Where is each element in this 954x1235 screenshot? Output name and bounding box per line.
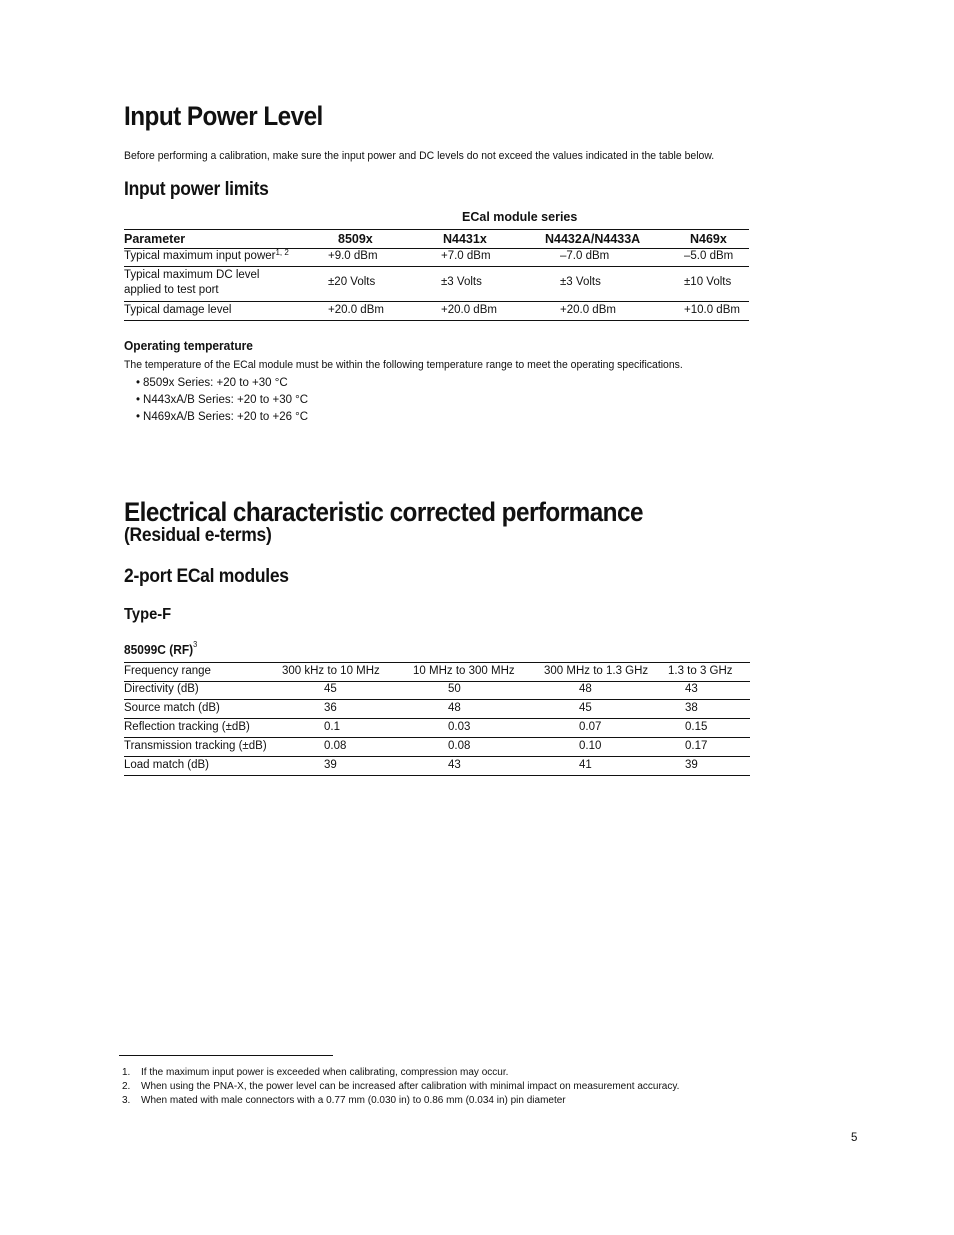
table-row xyxy=(124,700,750,719)
row-label: Directivity (dB) xyxy=(124,683,199,695)
row-label: Reflection tracking (±dB) xyxy=(124,721,250,733)
col-10mhz: 10 MHz to 300 MHz xyxy=(413,665,515,677)
cell-value: 38 xyxy=(685,702,698,714)
model-heading: 85099C (RF)$^3$ xyxy=(124,640,198,657)
cell-value: 0.1 xyxy=(324,721,340,733)
col-parameter: Parameter xyxy=(124,232,186,246)
col-n4431x: N4431x xyxy=(443,232,487,246)
operating-temperature-text: The temperature of the ECal module must be within the following temperature range to meet the operating specifications. xyxy=(124,359,683,371)
col-n4432a: N4432A/N4433A xyxy=(545,232,641,246)
col-8509x: 8509x xyxy=(338,232,373,246)
input-power-limits-heading: Input power limits xyxy=(124,179,269,200)
page-number: 5 xyxy=(851,1132,858,1144)
cell-value: 45 xyxy=(324,683,337,695)
table-row xyxy=(124,248,749,267)
ecal-series-header: ECal module series xyxy=(462,210,578,224)
cell-value: 0.17 xyxy=(685,740,708,752)
table-row xyxy=(124,681,750,700)
table-header-row xyxy=(124,662,750,682)
table-row xyxy=(124,719,750,738)
cell-value: 39 xyxy=(324,759,337,771)
list-item: • N469xA/B Series: +20 to +26 °C xyxy=(136,409,308,426)
cell-value: 0.15 xyxy=(685,721,708,733)
intro-text: Before performing a calibration, make sure the input power and DC levels do not exceed the values indicated in the table below. xyxy=(124,150,715,162)
row-label: Transmission tracking (±dB) xyxy=(124,740,267,752)
cell-value: 36 xyxy=(324,702,337,714)
page-title: Input Power Level xyxy=(124,101,323,131)
table-row xyxy=(124,738,750,757)
footnote: 3. When mated with male connectors with a 0.77 mm (0.030 in) to 0.86 mm (0.034 in) pin diameter xyxy=(122,1095,566,1106)
cell-value: +7.0 dBm xyxy=(441,250,491,262)
cell-value: +10.0 dBm xyxy=(684,304,740,316)
footnotes xyxy=(122,1066,679,1108)
row-label: Load match (dB) xyxy=(124,759,210,771)
cell-value: 43 xyxy=(685,683,698,695)
cell-value: +20.0 dBm xyxy=(328,304,384,316)
col-300mhz: 300 MHz to 1.3 GHz xyxy=(544,665,649,677)
cell-value: 0.08 xyxy=(324,740,347,752)
cell-value: 0.08 xyxy=(448,740,471,752)
temperature-list xyxy=(136,375,308,426)
footnote: 1. If the maximum input power is exceeded when calibrating, compression may occur. xyxy=(122,1067,509,1078)
section-title: Electrical characteristic corrected performance xyxy=(124,497,643,527)
cell-value: 48 xyxy=(579,683,592,695)
cell-value: 0.03 xyxy=(448,721,471,733)
row-param: Typical maximum input power$^{1, 2}$ xyxy=(124,248,289,262)
table-header-row xyxy=(124,229,749,249)
cell-value: 0.07 xyxy=(579,721,602,733)
table-row xyxy=(124,757,750,776)
col-1p3ghz: 1.3 to 3 GHz xyxy=(668,665,733,677)
two-port-heading: 2-port ECal modules xyxy=(124,566,289,587)
row-param: Typical maximum DC level applied to test port xyxy=(124,269,260,296)
list-item: • N443xA/B Series: +20 to +30 °C xyxy=(136,392,308,409)
cell-value: 43 xyxy=(448,759,461,771)
col-n469x: N469x xyxy=(690,232,727,246)
cell-value: –5.0 dBm xyxy=(684,250,734,262)
section-subtitle: (Residual e-terms) xyxy=(124,525,272,546)
list-item: • 8509x Series: +20 to +30 °C xyxy=(136,375,308,392)
cell-value: 41 xyxy=(579,759,592,771)
row-label: Source match (dB) xyxy=(124,702,220,714)
table-row xyxy=(124,302,749,321)
cell-value: +9.0 dBm xyxy=(328,250,378,262)
row-param: Typical damage level xyxy=(124,304,232,316)
cell-value: 48 xyxy=(448,702,461,714)
cell-value: +20.0 dBm xyxy=(441,304,497,316)
cell-value: –7.0 dBm xyxy=(560,250,610,262)
col-300khz: 300 kHz to 10 MHz xyxy=(282,665,380,677)
col-frequency-range: Frequency range xyxy=(124,665,211,677)
cell-value: ±20 Volts xyxy=(328,276,376,288)
cell-value: 50 xyxy=(448,683,461,695)
cell-value: ±10 Volts xyxy=(684,276,732,288)
cell-value: ±3 Volts xyxy=(560,276,601,288)
operating-temperature-heading: Operating temperature xyxy=(124,338,253,353)
cell-value: ±3 Volts xyxy=(441,276,482,288)
cell-value: 0.10 xyxy=(579,740,602,752)
footnote: 2. When using the PNA-X, the power level can be increased after calibration with minimal impact on measurement accuracy. xyxy=(122,1081,680,1092)
cell-value: 39 xyxy=(685,759,698,771)
footnote-divider xyxy=(119,1055,333,1056)
table-row xyxy=(124,267,749,302)
cell-value: +20.0 dBm xyxy=(560,304,616,316)
type-f-heading: Type-F xyxy=(124,606,172,623)
cell-value: 45 xyxy=(579,702,592,714)
